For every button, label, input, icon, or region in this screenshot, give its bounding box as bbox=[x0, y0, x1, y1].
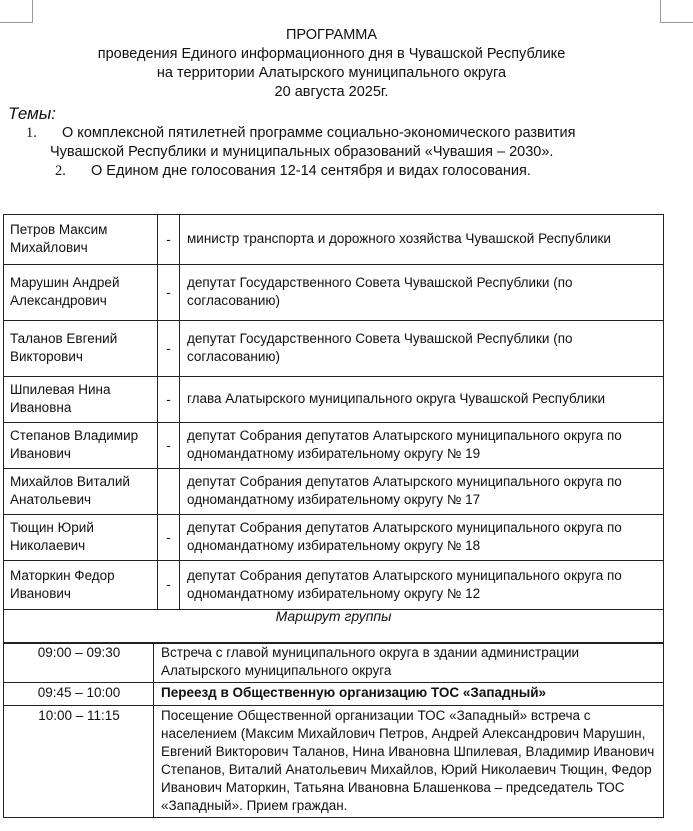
participant-role: глава Алатырского муниципального округа Чувашской Республики bbox=[180, 377, 664, 423]
participant-role: министр транспорта и дорожного хозяйства Чувашской Республики bbox=[180, 215, 664, 265]
dash-cell: - bbox=[158, 515, 180, 561]
table-row bbox=[4, 215, 664, 265]
table-row bbox=[4, 561, 664, 610]
schedule-time: 09:00 – 09:30 bbox=[4, 643, 154, 683]
participant-name: Маторкин Федор Иванович bbox=[4, 561, 158, 610]
participant-name: Степанов Владимир Иванович bbox=[4, 423, 158, 469]
theme-item-1 bbox=[0, 124, 690, 143]
participant-name: Шпилевая Нина Ивановна bbox=[4, 377, 158, 423]
themes-list bbox=[0, 124, 690, 181]
schedule-activity: Встреча с главой муниципального округа в здании администрации Алатырского муниципального округа bbox=[154, 643, 664, 683]
document-header bbox=[0, 26, 663, 102]
dash-cell: - bbox=[158, 377, 180, 423]
dash-cell: - bbox=[158, 215, 180, 265]
participants-table bbox=[3, 214, 664, 610]
theme-text: О Едином дне голосования 12-14 сентября и видах голосования. bbox=[91, 163, 531, 179]
table-row bbox=[4, 643, 664, 683]
participant-role: депутат Собрания депутатов Алатырского муниципального округа по одномандатному избирательному округу № 18 bbox=[180, 515, 664, 561]
schedule-activity: Посещение Общественной организации ТОС «Западный» встреча с населением (Максим Михайлович Петров, Андрей Александрович Марушин, Евгений Викторович Таланов, Нина Ивановна Шпилевая, Владимир Иванович Степанов, Виталий Анатольевич Михайлов, Юрий Николаевич Тющин, Федор Иванович Маторкин, Татьяна Ивановна Блашенкова – председатель ТОС «Западный». Прием граждан. bbox=[154, 706, 664, 818]
participant-role: депутат Собрания депутатов Алатырского муниципального округа по одномандатному избирательному округу № 12 bbox=[180, 561, 664, 610]
schedule-time: 09:45 – 10:00 bbox=[4, 683, 154, 706]
table-row bbox=[4, 321, 664, 377]
dash-cell: - bbox=[158, 265, 180, 321]
table-row bbox=[4, 377, 664, 423]
theme-item-1-continuation: Чувашской Республики и муниципальных образований «Чувашия – 2030». bbox=[50, 144, 554, 160]
table-row bbox=[4, 469, 664, 515]
table-row bbox=[4, 515, 664, 561]
dash-cell: - bbox=[158, 423, 180, 469]
table-row bbox=[4, 683, 664, 706]
participant-role: депутат Собрания депутатов Алатырского муниципального округа по одномандатному избирательному округу № 19 bbox=[180, 423, 664, 469]
participant-role: депутат Государственного Совета Чувашской Республики (по согласованию) bbox=[180, 265, 664, 321]
page-corner-mark-right bbox=[660, 0, 693, 23]
table-row bbox=[4, 265, 664, 321]
dash-cell bbox=[158, 469, 180, 515]
participant-name: Марушин Андрей Александрович bbox=[4, 265, 158, 321]
route-title: Маршрут группы bbox=[275, 608, 392, 624]
participant-role: депутат Собрания депутатов Алатырского муниципального округа по одномандатному избирательному округу № 17 bbox=[180, 469, 664, 515]
header-line-1: проведения Единого информационного дня в Чувашской Республике bbox=[97, 46, 566, 62]
route-schedule-table bbox=[3, 642, 664, 818]
participant-name: Петров Максим Михайлович bbox=[4, 215, 158, 265]
theme-item-2 bbox=[0, 162, 690, 181]
participant-name: Таланов Евгений Викторович bbox=[4, 321, 158, 377]
theme-text: О комплексной пятилетней программе социально-экономического развития bbox=[62, 125, 576, 141]
participant-name: Михайлов Виталий Анатольевич bbox=[4, 469, 158, 515]
document-title: ПРОГРАММА bbox=[285, 27, 378, 43]
theme-number: 1. bbox=[26, 125, 37, 141]
schedule-time: 10:00 – 11:15 bbox=[4, 706, 154, 818]
table-row bbox=[4, 706, 664, 818]
theme-number: 2. bbox=[55, 163, 66, 179]
dash-cell: - bbox=[158, 321, 180, 377]
themes-label: Темы: bbox=[8, 104, 56, 123]
table-row bbox=[4, 423, 664, 469]
page-corner-mark-left bbox=[0, 0, 33, 23]
header-date: 20 августа 2025г. bbox=[274, 84, 389, 100]
participant-role: депутат Государственного Совета Чувашской Республики (по согласованию) bbox=[180, 321, 664, 377]
schedule-activity: Переезд в Общественную организацию ТОС «Западный» bbox=[154, 683, 664, 706]
participant-name: Тющин Юрий Николаевич bbox=[4, 515, 158, 561]
header-line-2: на территории Алатырского муниципального округа bbox=[156, 65, 507, 81]
dash-cell: - bbox=[158, 561, 180, 610]
